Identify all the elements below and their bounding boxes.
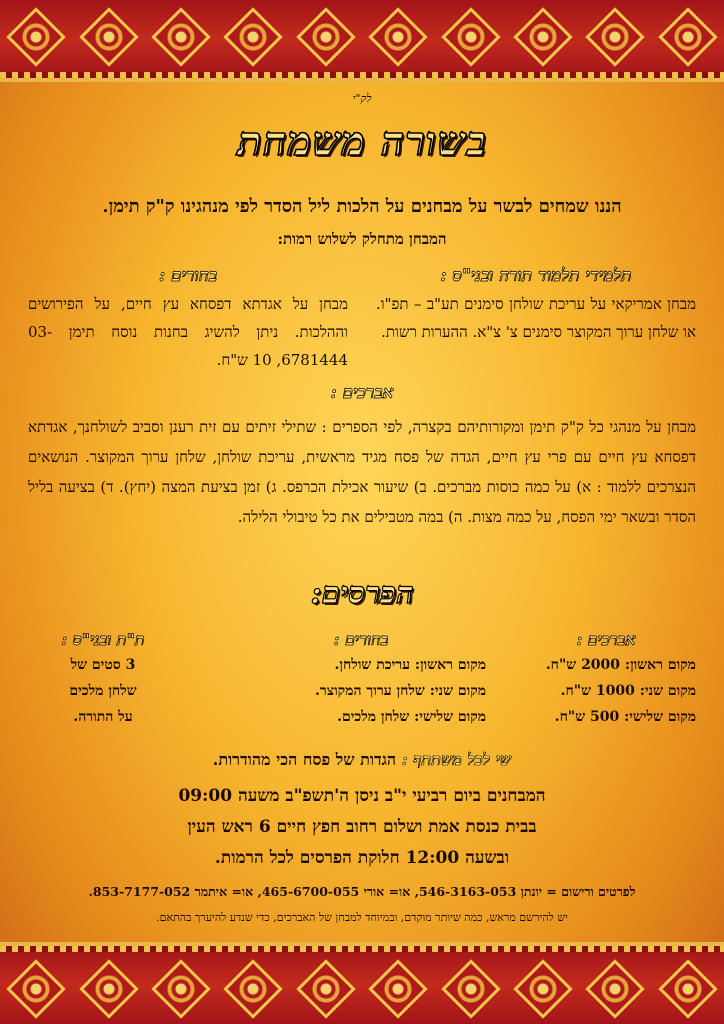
level-avrechim-text: מבחן על מנהגי כל ק"ק תימן ומקורותיהם בקצרה, לפי הספרים : שתילי זיתים עם זית רענן וסביב לשולחנך, אגדתא דפסחא עץ חיים עם פרי עץ חיים, הגדה של פסח מגיד מראשית, עריכת שולחן, שלחן ערוך המקוצר. הנושאים הנצרכים ללמוד : א) על כמה כוסות מברכים. ב) שיעור אכילת הכרפס. ג) זמן בציעת המצה (יחץ). ד) בציעה בליל הסדר ובשאר ימי הפסח, על כמה מצות. ה) במה מטבילים את כל טיבולי הלילה. <box>28 418 696 526</box>
ornament-icon <box>513 7 572 66</box>
ornament-icon <box>368 959 427 1018</box>
ornament-icon <box>296 959 355 1018</box>
bottom-ornament-row <box>0 960 724 1010</box>
level-bachurim-text: מבחן על אגדתא דפסחא עץ חיים, על הפירושים וההלכות. ניתן להשיג בחנות נוסח תימן 03-6781444, 10 ש"ח. <box>28 295 348 369</box>
ornament-icon <box>151 959 210 1018</box>
prizes-bachurim-heading: בחורים : <box>333 630 389 649</box>
prizes-title: הפרסים: <box>310 576 414 611</box>
prizes-talmud-torah <box>28 630 178 730</box>
bottom-decorative-band <box>0 942 724 1024</box>
level-bachurim-heading: בחורים : <box>158 266 218 286</box>
ornament-icon <box>658 959 717 1018</box>
intro-line-1: הננו שמחים לבשר על מבחנים על הלכות ליל הסדר לפי מנהגינו ק"ק תימן. <box>102 196 622 217</box>
ornament-icon <box>296 7 355 66</box>
prize-item: שלחן מלכים <box>69 683 137 699</box>
band-edge <box>0 946 724 952</box>
registration-line: לפרטים ורישום = יונתן 546-3163-053, או= אורי 465-6700-055, או= איתמר 853-7177-052. <box>88 884 636 899</box>
level-talmud-torah-heading: תלמידי תלמוד תורה ובני"ס : <box>440 266 632 286</box>
level-talmud-torah <box>376 266 696 346</box>
prize-item: מקום שני: 1000 ש"ח. <box>560 683 696 699</box>
ornament-icon <box>151 7 210 66</box>
ornament-icon <box>6 7 65 66</box>
ornament-icon <box>658 7 717 66</box>
top-decorative-band <box>0 0 724 82</box>
event-line-3: ובשעה 12:00 חלוקת הפרסים לכל הרמות. <box>214 848 510 868</box>
top-ornament-row <box>0 8 724 58</box>
ornament-icon <box>513 959 572 1018</box>
ornament-icon <box>79 7 138 66</box>
page-title: בשורה משמחת <box>237 118 487 165</box>
flyer-content <box>28 78 696 944</box>
prize-item: מקום שלישי: שלחן מלכים. <box>337 709 486 725</box>
prizes-talmud-torah-heading: ת"ת ובני"ס : <box>61 630 145 649</box>
ornament-icon <box>79 959 138 1018</box>
ornament-icon <box>6 959 65 1018</box>
prize-item: מקום ראשון: עריכת שולחן. <box>334 657 486 673</box>
level-avrechim-heading: אברכים : <box>330 383 394 403</box>
ornament-icon <box>441 959 500 1018</box>
ornament-icon <box>586 959 645 1018</box>
ornament-icon <box>224 959 283 1018</box>
prize-item: מקום שלישי: 500 ש"ח. <box>554 709 696 725</box>
level-bachurim <box>28 266 348 374</box>
prize-item: מקום שני: שלחן ערוך המקוצר. <box>315 683 486 699</box>
registration-note: יש להירשם מראש, כמה שיותר מוקדם, ובמיוחד למבחן של האברכים, כדי שנדע להיערך בהתאם. <box>156 911 568 924</box>
gift-text: הגדות של פסח הכי מהודרות. <box>212 750 397 769</box>
level-talmud-torah-text: מבחן אמריקאי על עריכת שולחן סימנים תע"ב – תפ"ו. או שלחן ערוך המקוצר סימנים צ' צ"א. ההערות רשות. <box>376 295 696 341</box>
header-tiny-text: לק"י <box>352 92 372 105</box>
intro-line-2: המבחן מתחלק לשלוש רמות: <box>277 230 447 248</box>
ornament-icon <box>441 7 500 66</box>
prize-item: 3 סטים של <box>70 657 136 673</box>
prizes-avrechim-heading: אברכים : <box>576 630 636 649</box>
prize-item: מקום ראשון: 2000 ש"ח. <box>545 657 696 673</box>
prize-item: על התורה. <box>73 709 133 725</box>
prizes-bachurim <box>236 630 486 730</box>
ornament-icon <box>368 7 427 66</box>
prizes-avrechim <box>516 630 696 730</box>
event-line-1: המבחנים ביום רביעי י"ב ניסן ה'תשפ"ב משעה 09:00 <box>178 786 546 806</box>
gift-lead: שי לכל משתתף : <box>401 750 512 769</box>
ornament-icon <box>586 7 645 66</box>
gift-line <box>28 750 696 770</box>
event-line-2: בבית כנסת אמת ושלום רחוב חפץ חיים 6 ראש העין <box>187 817 537 837</box>
ornament-icon <box>224 7 283 66</box>
